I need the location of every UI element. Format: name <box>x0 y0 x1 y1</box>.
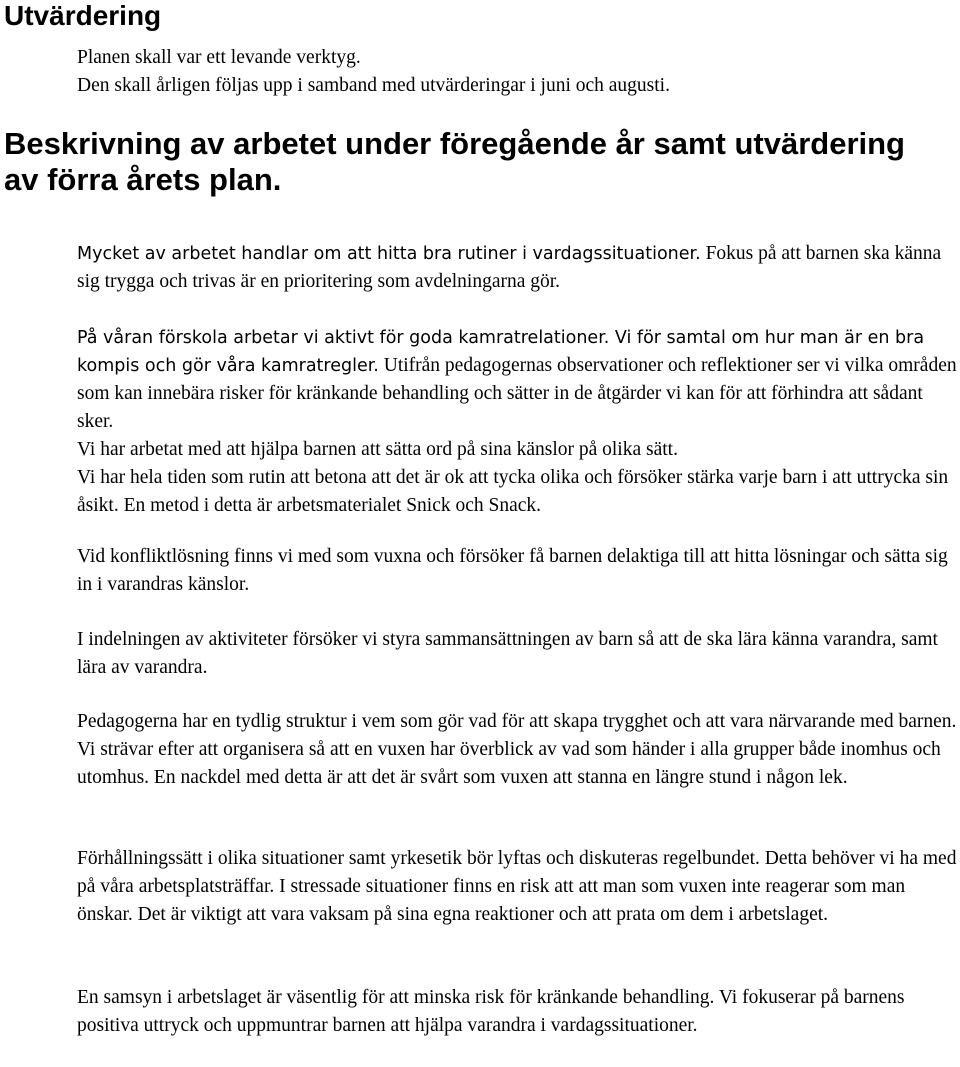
intro-block <box>77 44 957 100</box>
paragraph-rutiner-part1: Mycket av arbetet handlar om att hitta bra rutiner i vardagssituationer. <box>77 244 701 264</box>
paragraph-kanslor: Vi har arbetat med att hjälpa barnen att sätta ord på sina känslor på olika sätt. <box>77 439 678 460</box>
paragraph-forhallningssatt: Förhållningssätt i olika situationer samt yrkesetik bör lyftas och diskuteras regelbundet. Detta behöver vi ha med på våra arbetsplatsträffar. I stressade situationer finns en risk att att man som vuxen inte reagerar som man önskar. Det är viktigt att vara vaksam på sina egna reaktioner och att prata om dem i arbetslaget. <box>77 848 957 925</box>
intro-line-1: Planen skall var ett levande verktyg. <box>77 47 361 68</box>
paragraph-snick-och-snack: Vi har hela tiden som rutin att betona att det är ok att tycka olika och försöker stärka varje barn i att uttrycka sin åsikt. En metod i detta är arbetsmaterialet Snick och Snack. <box>77 467 949 516</box>
heading-beskrivning: Beskrivning av arbetet under föregående år samt utvärdering av förra årets plan. <box>4 126 905 197</box>
paragraph-kamrat-part2: Utifrån pedagogernas observationer och reflektioner ser vi vilka områden som kan innebära risker för kränkande behandling och sätter in de åtgärder vi kan för att förhindra att sådant sker. <box>77 355 957 432</box>
paragraph-rutiner <box>77 240 957 296</box>
intro-line-2: Den skall årligen följas upp i samband med utvärderingar i juni och augusti. <box>77 75 670 96</box>
paragraph-samsyn: En samsyn i arbetslaget är väsentlig för att minska risk för kränkande behandling. Vi fokuserar på barnens positiva uttryck och uppmuntrar barnen att hjälpa varandra i vardagssituationer. <box>77 987 905 1036</box>
paragraph-rutiner-part2: Fokus på att barnen ska känna sig trygga och trivas är en prioritering som avdelningarna gör. <box>77 243 942 292</box>
paragraph-indelning: I indelningen av aktiviteter försöker vi styra sammansättningen av barn så att de ska lära känna varandra, samt lära av varandra. <box>77 629 938 678</box>
paragraph-konfliktlosning: Vid konfliktlösning finns vi med som vuxna och försöker få barnen delaktiga till att hitta lösningar och sätta sig in i varandras känslor. <box>77 546 948 595</box>
paragraph-pedagoger: Pedagogerna har en tydlig struktur i vem som gör vad för att skapa trygghet och att vara närvarande med barnen. Vi strävar efter att organisera så att en vuxen har överblick av vad som händer i alla grupper både inomhus och utomhus. En nackdel med detta är att det är svårt som vuxen att stanna en längre stund i någon lek. <box>77 711 957 788</box>
heading-utvardering: Utvärdering <box>4 0 162 31</box>
paragraph-kamratrelationer <box>77 324 957 520</box>
paragraph-kamrat-part1: På våran förskola arbetar vi aktivt för goda kamratrelationer. Vi för samtal om hur man är en bra kompis och gör våra kamratregler. <box>77 328 925 376</box>
